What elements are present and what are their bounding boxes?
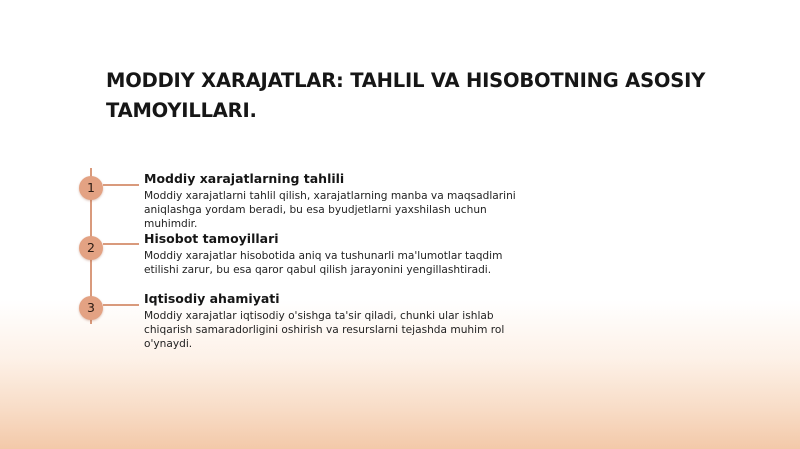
step-description: Moddiy xarajatlar iqtisodiy o'sishga ta'sir qiladi, chunki ular ishlab chiqarish samaradorligini oshirish va resurslarni tejashda muhim rol o'ynaydi. — [144, 310, 505, 350]
step-connector — [103, 243, 139, 245]
step-description: Moddiy xarajatlarni tahlil qilish, xarajatlarning manba va maqsadlarini aniqlashga yordam beradi, bu esa byudjetlarni yaxshilash uchun muhimdir. — [144, 190, 516, 230]
step-heading: Hisobot tamoyillari — [144, 231, 279, 246]
step-number-badge: 1 — [79, 176, 103, 200]
step-heading: Moddiy xarajatlarning tahlili — [144, 171, 345, 186]
step-connector — [103, 184, 139, 186]
step-heading: Iqtisodiy ahamiyati — [144, 291, 280, 306]
slide-title: MODDIY XARAJATLAR: TAHLIL VA HISOBOTNING ASOSIY TAMOYILLARI. — [106, 69, 706, 122]
step-connector — [103, 304, 139, 306]
step-number-badge: 2 — [79, 236, 103, 260]
step-description: Moddiy xarajatlar hisobotida aniq va tushunarli ma'lumotlar taqdim etilishi zarur, bu esa qaror qabul qilish jarayonini yengillashtiradi. — [144, 250, 503, 276]
step-number-badge: 3 — [79, 296, 103, 320]
